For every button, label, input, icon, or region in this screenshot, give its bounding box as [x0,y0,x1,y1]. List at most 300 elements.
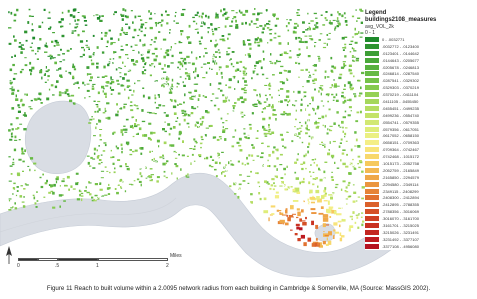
building-footprint [228,87,231,89]
building-footprint [359,9,362,11]
building-footprint [308,143,310,146]
building-footprint [121,148,122,151]
building-footprint [211,166,214,167]
building-footprint [228,161,229,164]
building-footprint [16,195,17,196]
building-footprint [342,149,345,151]
building-footprint [357,18,360,20]
building-footprint [357,145,360,148]
building-footprint [188,42,191,45]
building-footprint [171,62,174,63]
building-footprint [56,42,59,44]
building-footprint [111,150,112,152]
building-footprint [206,128,209,129]
legend-class-row [365,153,473,160]
building-footprint [280,154,283,156]
building-footprint [29,169,30,171]
building-footprint [201,136,203,138]
building-footprint [68,189,70,191]
legend-class-label: .3161701 - .3215025 [382,222,419,228]
legend-class-row [365,43,473,50]
building-footprint [93,35,95,37]
building-footprint [274,62,276,64]
legend-class-row [365,98,473,105]
legend-class-label: .0554741 - .0579355 [382,119,419,125]
building-footprint [269,24,270,25]
building-footprint [97,77,100,78]
building-footprint [286,19,288,20]
building-footprint [320,179,323,182]
building-footprint [9,181,12,182]
building-footprint [312,184,314,186]
building-footprint [271,97,273,99]
building-footprint [255,89,257,91]
building-footprint [327,238,328,241]
building-footprint [133,90,134,93]
building-footprint [241,22,243,25]
building-footprint [39,38,41,41]
building-footprint [81,198,82,201]
building-footprint [276,168,278,171]
building-footprint [154,13,155,14]
building-footprint [124,73,127,75]
building-footprint [307,105,309,107]
legend-class-row [365,119,473,126]
building-footprint [279,95,280,96]
building-footprint [189,75,191,77]
building-footprint [17,90,19,92]
building-footprint [325,115,326,118]
building-footprint [109,30,111,32]
building-footprint [243,71,246,73]
building-footprint [251,144,253,146]
building-footprint [237,142,240,144]
building-footprint [271,205,276,207]
building-footprint [218,108,220,110]
building-footprint [335,187,338,188]
building-footprint [48,192,51,194]
building-footprint [314,13,317,14]
building-footprint [281,139,284,141]
building-footprint [145,27,147,29]
building-footprint [159,156,162,158]
building-footprint [115,114,118,117]
building-footprint [269,88,271,90]
building-footprint [349,99,352,102]
building-footprint [307,125,308,128]
building-footprint [167,51,170,52]
building-footprint [214,105,216,107]
building-footprint [150,132,153,135]
building-footprint [326,20,328,21]
building-footprint [59,194,62,196]
building-footprint [345,166,348,168]
building-footprint [14,149,16,152]
building-footprint [218,49,220,50]
building-footprint [222,94,224,96]
building-footprint [267,27,269,29]
building-footprint [318,168,320,171]
building-footprint [281,177,284,179]
building-footprint [32,37,35,40]
building-footprint [352,55,354,57]
building-footprint [175,43,177,44]
building-footprint [66,89,69,92]
building-footprint [215,98,218,99]
building-footprint [101,155,103,156]
building-footprint [212,33,214,35]
building-footprint [248,55,251,58]
building-footprint [14,20,17,22]
building-footprint [150,44,152,45]
building-footprint [308,72,310,73]
building-footprint [101,38,103,40]
building-footprint [177,178,178,180]
building-footprint [52,94,55,95]
building-footprint [178,138,180,140]
building-footprint [207,62,210,64]
building-footprint [215,17,218,19]
building-footprint [299,128,302,129]
building-footprint [112,156,114,158]
building-footprint [284,147,287,149]
building-footprint [141,24,144,26]
building-footprint [83,54,85,56]
building-footprint [325,125,326,128]
building-footprint [307,80,310,83]
building-footprint [231,10,234,11]
building-footprint [355,120,358,122]
building-footprint [360,37,363,38]
building-footprint [14,140,17,141]
map-legend [365,10,473,250]
building-footprint [8,11,9,13]
building-footprint [88,48,90,50]
building-footprint [164,142,167,145]
building-footprint [210,40,212,42]
building-footprint [124,89,126,91]
building-footprint [332,179,335,181]
building-footprint [23,104,25,106]
building-footprint [107,41,109,44]
building-footprint [330,197,333,200]
building-footprint [181,110,184,112]
legend-class-label: .0370219 - .0411104 [382,92,419,98]
building-footprint [99,20,102,22]
building-footprint [137,80,140,81]
building-footprint [308,199,309,201]
building-footprint [77,26,79,28]
building-footprint [45,182,48,184]
building-footprint [29,15,31,17]
building-footprint [313,83,316,84]
building-footprint [54,45,56,47]
building-footprint [353,76,354,78]
building-footprint [184,119,186,122]
building-footprint [346,204,347,205]
building-footprint [232,51,235,53]
building-footprint [32,43,33,45]
building-footprint [220,39,223,41]
building-footprint [285,113,287,114]
building-footprint [131,59,134,62]
building-footprint [8,27,11,28]
building-footprint [352,211,354,214]
building-footprint [289,100,290,102]
building-footprint [267,98,268,101]
building-footprint [64,185,67,187]
building-footprint [307,146,309,148]
building-footprint [116,68,118,70]
building-footprint [302,21,305,23]
building-footprint [125,24,128,25]
building-footprint [53,57,56,58]
building-footprint [299,122,301,123]
building-footprint [72,76,74,78]
building-footprint [161,48,162,49]
building-footprint [348,81,351,84]
building-footprint [331,176,333,178]
building-footprint [329,216,331,218]
building-footprint [319,39,322,41]
building-footprint [191,106,193,109]
building-footprint [253,23,256,24]
building-footprint [308,114,310,116]
building-footprint [121,151,123,153]
building-footprint [117,147,119,149]
building-footprint [20,195,23,198]
building-footprint [323,214,328,218]
building-footprint [35,202,37,204]
building-footprint [110,157,112,159]
building-footprint [330,141,331,144]
building-footprint [230,58,232,59]
building-footprint [184,111,186,113]
building-footprint [63,200,66,202]
building-footprint [252,13,255,15]
building-footprint [55,86,57,89]
building-footprint [42,174,44,176]
building-footprint [151,63,154,64]
building-footprint [232,145,235,147]
building-footprint [37,200,39,202]
building-footprint [314,25,317,26]
building-footprint [60,26,62,28]
building-footprint [167,123,170,126]
building-footprint [231,21,233,23]
building-footprint [225,25,227,27]
building-footprint [75,20,76,22]
scale-tick-label: 1 [96,263,99,269]
building-footprint [12,206,14,207]
building-footprint [14,55,16,57]
building-footprint [361,171,364,173]
building-footprint [97,149,98,151]
building-footprint [22,171,24,172]
building-footprint [270,39,273,41]
building-footprint [29,62,31,65]
building-footprint [132,37,135,39]
building-footprint [119,56,122,58]
building-footprint [316,196,320,200]
building-footprint [10,88,13,89]
building-footprint [22,161,24,163]
building-footprint [225,100,227,102]
building-footprint [88,181,90,182]
building-footprint [163,39,166,41]
building-footprint [137,108,139,110]
building-footprint [11,56,13,58]
building-footprint [126,119,129,121]
building-footprint [358,197,360,198]
legend-swatch [365,175,379,180]
building-footprint [308,77,311,78]
building-footprint [223,126,224,128]
building-footprint [155,95,156,97]
building-footprint [126,80,129,82]
building-footprint [344,44,346,46]
building-footprint [201,16,203,19]
building-footprint [169,32,170,34]
building-footprint [132,151,134,152]
building-footprint [223,8,225,10]
building-footprint [132,127,134,129]
building-footprint [44,74,46,76]
building-footprint [113,58,114,59]
building-footprint [121,129,124,131]
building-footprint [233,66,235,67]
building-footprint [195,124,197,126]
building-footprint [257,37,259,39]
building-footprint [350,72,353,74]
building-footprint [341,139,343,141]
building-footprint [87,156,90,157]
building-footprint [300,109,302,111]
building-footprint [94,111,96,113]
building-footprint [61,180,64,182]
building-footprint [128,26,130,29]
building-footprint [308,55,311,57]
building-footprint [209,165,211,167]
building-footprint [353,93,356,94]
building-footprint [240,61,243,63]
building-footprint [323,171,325,174]
building-footprint [134,180,136,181]
building-footprint [15,207,18,209]
building-footprint [13,35,15,37]
building-footprint [17,104,19,106]
building-footprint [136,119,138,122]
building-footprint [126,16,129,19]
building-footprint [241,101,244,103]
building-footprint [309,36,312,37]
building-footprint [321,15,323,17]
legend-class-header: 0 - 1 [365,30,376,36]
building-footprint [343,63,345,65]
building-footprint [183,85,186,87]
building-footprint [305,132,308,134]
building-footprint [357,163,359,164]
building-footprint [133,63,136,64]
building-footprint [182,155,185,157]
building-footprint [146,57,149,59]
building-footprint [111,42,113,44]
building-footprint [88,73,91,75]
building-footprint [254,65,256,67]
legend-swatch [365,140,379,145]
building-footprint [129,168,130,171]
legend-class-row [365,36,473,43]
building-footprint [101,171,104,172]
building-footprint [316,238,318,241]
building-footprint [189,148,192,149]
building-footprint [214,169,217,171]
building-footprint [335,26,337,29]
building-footprint [311,39,314,41]
building-footprint [48,69,50,71]
building-footprint [336,111,338,113]
building-footprint [317,122,319,124]
building-footprint [163,56,166,59]
building-footprint [227,38,229,40]
building-footprint [139,181,142,183]
building-footprint [356,20,358,22]
building-footprint [279,73,281,74]
building-footprint [284,173,285,175]
building-footprint [119,72,121,73]
building-footprint [263,210,268,213]
building-footprint [180,168,182,171]
building-footprint [120,186,121,188]
building-footprint [312,159,314,161]
building-footprint [339,74,342,76]
scale-bar-segment [58,258,98,261]
building-footprint [262,111,264,113]
building-footprint [280,220,285,224]
building-footprint [96,66,98,69]
building-footprint [360,87,362,90]
building-footprint [337,86,340,87]
building-footprint [353,201,356,203]
building-footprint [202,13,204,15]
building-footprint [336,100,339,102]
building-footprint [23,205,25,208]
building-footprint [258,182,260,184]
building-footprint [62,35,65,37]
building-footprint [341,67,344,69]
building-footprint [141,109,143,112]
building-footprint [248,137,250,139]
building-footprint [121,84,124,86]
building-footprint [104,195,107,196]
building-footprint [256,61,259,64]
building-footprint [268,21,270,23]
building-footprint [245,22,247,25]
building-footprint [72,31,75,32]
building-footprint [18,111,21,113]
building-footprint [282,146,284,147]
building-footprint [289,113,291,116]
building-footprint [135,150,138,152]
building-footprint [154,66,155,68]
building-footprint [137,179,139,181]
building-footprint [20,51,23,54]
building-footprint [21,148,23,151]
building-footprint [92,84,95,85]
building-footprint [270,62,271,64]
building-footprint [234,76,236,79]
legend-swatch [365,106,379,111]
